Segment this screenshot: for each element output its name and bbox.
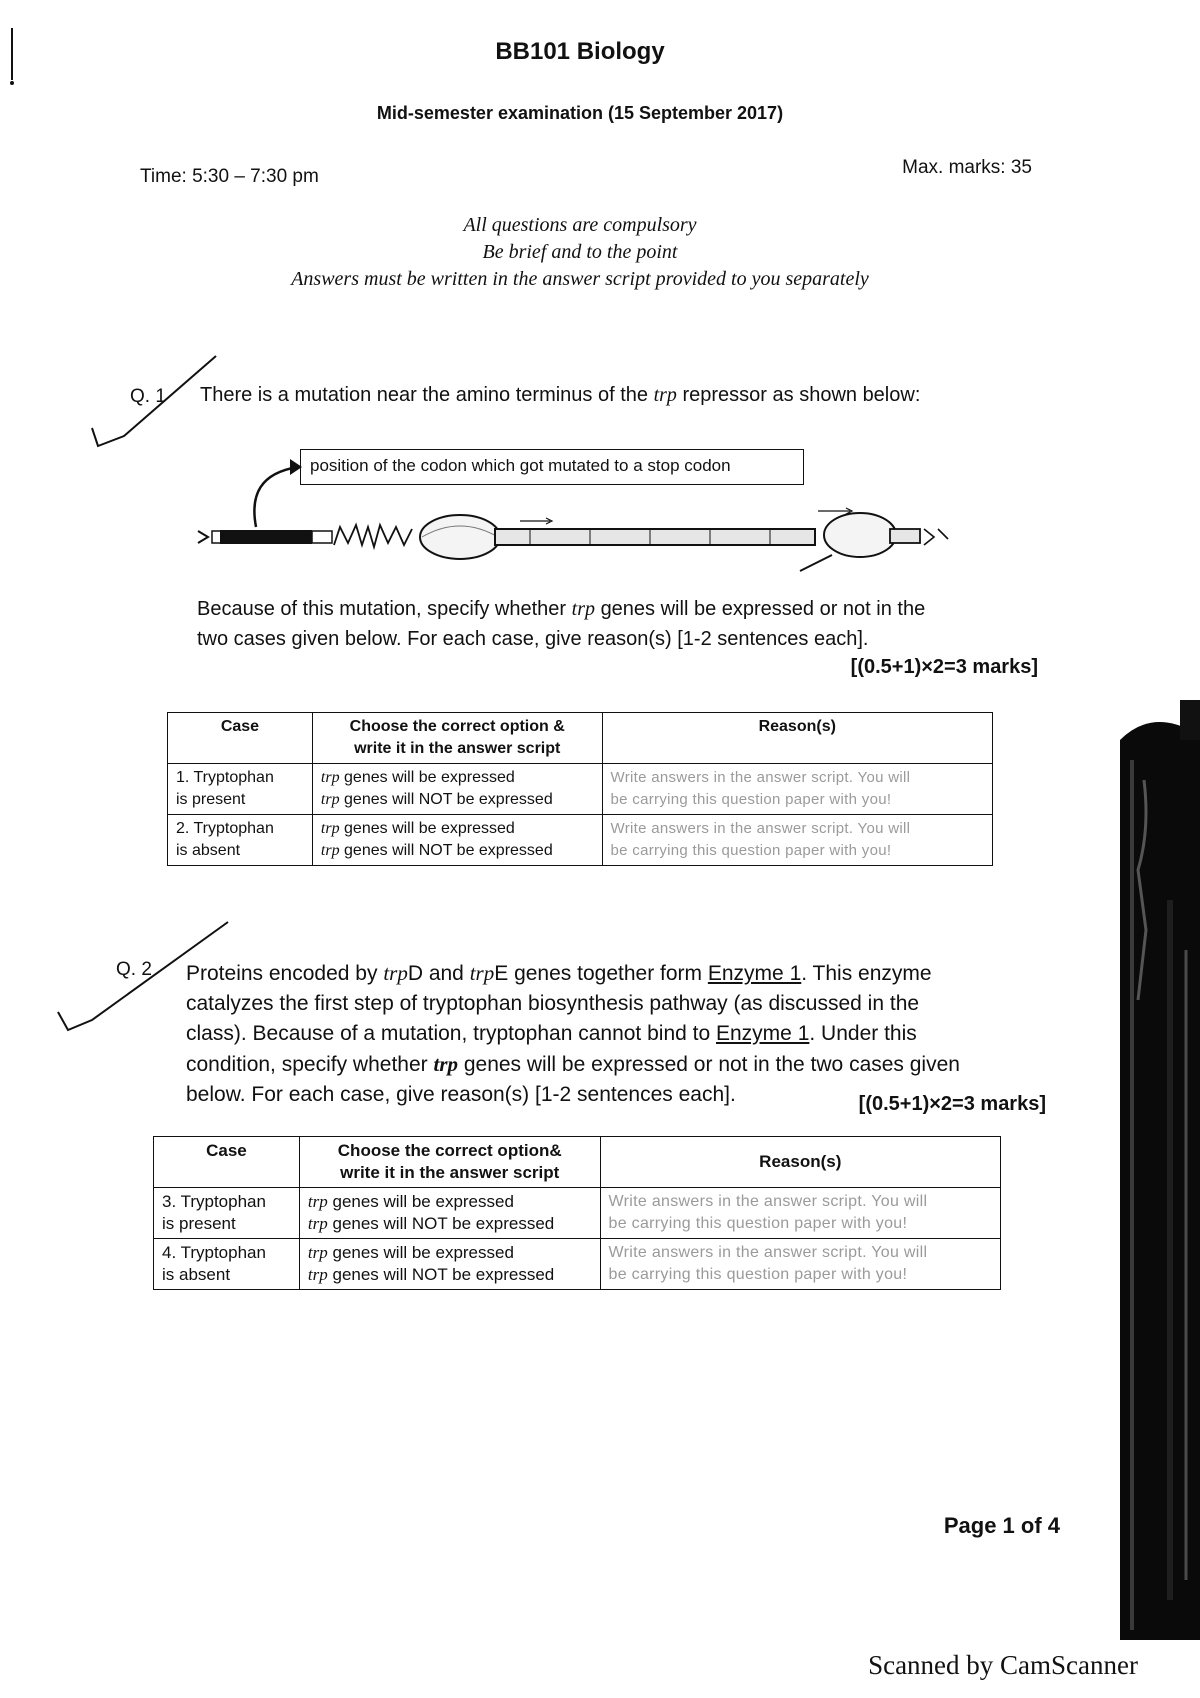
option-text: genes will be expressed	[344, 769, 515, 786]
gene-name: trp	[469, 961, 495, 985]
table-row	[154, 1239, 1001, 1290]
option-text: genes will NOT be expressed	[332, 1265, 555, 1284]
exam-time: Time: 5:30 – 7:30 pm	[140, 166, 319, 187]
enzyme-name: Enzyme 1	[707, 962, 802, 985]
option-line	[321, 789, 594, 811]
question-1-table	[167, 712, 993, 866]
instruction-line: All questions are compulsory	[463, 214, 697, 236]
option-line	[321, 818, 594, 840]
case-line: is present	[162, 1214, 236, 1233]
reason-line: Write answers in the answer script. You will	[610, 769, 911, 786]
reason-line: be carrying this question paper with you!	[610, 791, 892, 808]
reason-cell	[602, 815, 992, 866]
enzyme-name: Enzyme 1	[716, 1022, 810, 1045]
reason-line: Write answers in the answer script. You will	[608, 1244, 928, 1261]
header-reason: Reason(s)	[602, 713, 992, 764]
case-line: is present	[176, 791, 246, 808]
option-cell	[299, 1239, 600, 1290]
table-header-row	[168, 713, 993, 764]
instruction-line: Be brief and to the point	[482, 241, 678, 263]
gene-name: trp	[320, 791, 340, 808]
gene-name: trp	[307, 1192, 328, 1211]
question-2-body	[186, 958, 960, 1110]
option-line	[308, 1264, 592, 1286]
gene-name: trp	[571, 598, 595, 620]
repressor-diagram	[190, 455, 980, 575]
text-line: catalyzes the first step of tryptophan biosynthesis pathway (as discussed in the	[186, 992, 920, 1015]
mutation-callout: position of the codon which got mutated to a stop codon	[300, 449, 804, 485]
reason-line: be carrying this question paper with you!	[608, 1215, 908, 1232]
question-2-table	[153, 1136, 1001, 1290]
option-line	[308, 1213, 592, 1235]
gene-name: trp	[320, 842, 340, 859]
question-1-marks: [(0.5+1)×2=3 marks]	[850, 656, 1038, 678]
table-row	[168, 815, 993, 866]
option-text: genes will be expressed	[332, 1243, 514, 1262]
gene-name: trp	[307, 1214, 328, 1233]
case-line: 3. Tryptophan	[162, 1192, 266, 1211]
gene-name: trp	[383, 961, 408, 985]
question-number: Q. 1	[130, 386, 166, 407]
gene-name: trp	[433, 1052, 458, 1076]
exam-title: Mid-semester examination (15 September 2017)	[376, 103, 784, 123]
instructions	[0, 212, 1160, 293]
option-cell	[312, 815, 602, 866]
reason-line: be carrying this question paper with you!	[610, 842, 892, 859]
case-cell	[154, 1239, 300, 1290]
text-line	[186, 1019, 960, 1049]
text-line	[197, 594, 925, 624]
text-span: repressor as shown below:	[682, 384, 921, 406]
text-line	[186, 958, 960, 989]
option-text: genes will NOT be expressed	[332, 1214, 555, 1233]
text-line: below. For each case, give reason(s) [1-2 sentences each].	[186, 1083, 736, 1106]
page-number: Page 1 of 4	[943, 1513, 1060, 1538]
table-row	[154, 1188, 1001, 1239]
gene-name: trp	[320, 820, 340, 837]
question-1-body	[197, 594, 925, 654]
text-span: Because of this mutation, specify whether	[197, 598, 567, 620]
option-text: genes will be expressed	[344, 820, 515, 837]
text-span: class). Because of a mutation, tryptophan cannot bind to	[186, 1022, 711, 1045]
text-span: . This enzyme	[801, 962, 932, 985]
gene-name: trp	[307, 1265, 328, 1284]
pen-image	[1080, 700, 1200, 1640]
case-line: is absent	[176, 842, 241, 859]
option-line	[321, 840, 594, 862]
reason-cell	[602, 764, 992, 815]
reason-line: be carrying this question paper with you!	[608, 1266, 908, 1283]
option-cell	[312, 764, 602, 815]
text-span: genes will be expressed or not in the	[600, 598, 926, 620]
text-span: condition, specify whether	[186, 1053, 428, 1076]
text-span: . Under this	[809, 1022, 917, 1045]
option-line	[308, 1242, 592, 1264]
callout-arrow	[254, 467, 298, 527]
option-line	[308, 1191, 592, 1213]
gene-name: trp	[320, 769, 340, 786]
header-choose	[299, 1137, 600, 1188]
text-span: Proteins encoded by	[186, 962, 378, 985]
option-line	[321, 767, 594, 789]
table-row	[168, 764, 993, 815]
max-marks: Max. marks: 35	[902, 157, 1032, 178]
question-1-intro	[200, 380, 920, 410]
header-line: Choose the correct option&	[337, 1141, 562, 1160]
case-line: is absent	[162, 1265, 231, 1284]
text-span: E genes together form	[494, 962, 703, 985]
scanner-watermark: Scanned by CamScanner	[868, 1650, 1138, 1680]
reason-line: Write answers in the answer script. You will	[610, 820, 911, 837]
option-text: genes will be expressed	[332, 1192, 514, 1211]
header-case: Case	[168, 713, 313, 764]
option-text: genes will NOT be expressed	[344, 791, 553, 808]
instruction-line: Answers must be written in the answer script provided to you separately	[291, 268, 869, 290]
header-choose	[312, 713, 602, 764]
header-line: write it in the answer script	[340, 1163, 560, 1182]
text-span: genes will be expressed or not in the two cases given	[463, 1053, 960, 1076]
text-line	[186, 1049, 960, 1080]
gene-name: trp	[307, 1243, 328, 1262]
case-line: 1. Tryptophan	[176, 769, 274, 786]
case-cell	[168, 764, 313, 815]
case-cell	[168, 815, 313, 866]
header-reason: Reason(s)	[600, 1137, 1000, 1188]
gene-name: trp	[653, 384, 677, 406]
text-span: D and	[407, 962, 464, 985]
text-line: two cases given below. For each case, give reason(s) [1-2 sentences each].	[197, 628, 869, 650]
header-line: Choose the correct option &	[349, 718, 565, 735]
case-line: 2. Tryptophan	[176, 820, 274, 837]
table-header-row	[154, 1137, 1001, 1188]
option-cell	[299, 1188, 600, 1239]
case-line: 4. Tryptophan	[162, 1243, 266, 1262]
header-line: write it in the answer script	[354, 740, 561, 757]
reason-cell	[600, 1239, 1000, 1290]
case-cell	[154, 1188, 300, 1239]
reason-line: Write answers in the answer script. You will	[608, 1193, 928, 1210]
question-2-marks: [(0.5+1)×2=3 marks]	[858, 1093, 1046, 1115]
text-span: There is a mutation near the amino terminus of the	[200, 384, 649, 406]
reason-cell	[600, 1188, 1000, 1239]
course-title: BB101 Biology	[495, 38, 665, 65]
question-number: Q. 2	[116, 959, 152, 980]
option-text: genes will NOT be expressed	[344, 842, 553, 859]
header-case: Case	[154, 1137, 300, 1188]
